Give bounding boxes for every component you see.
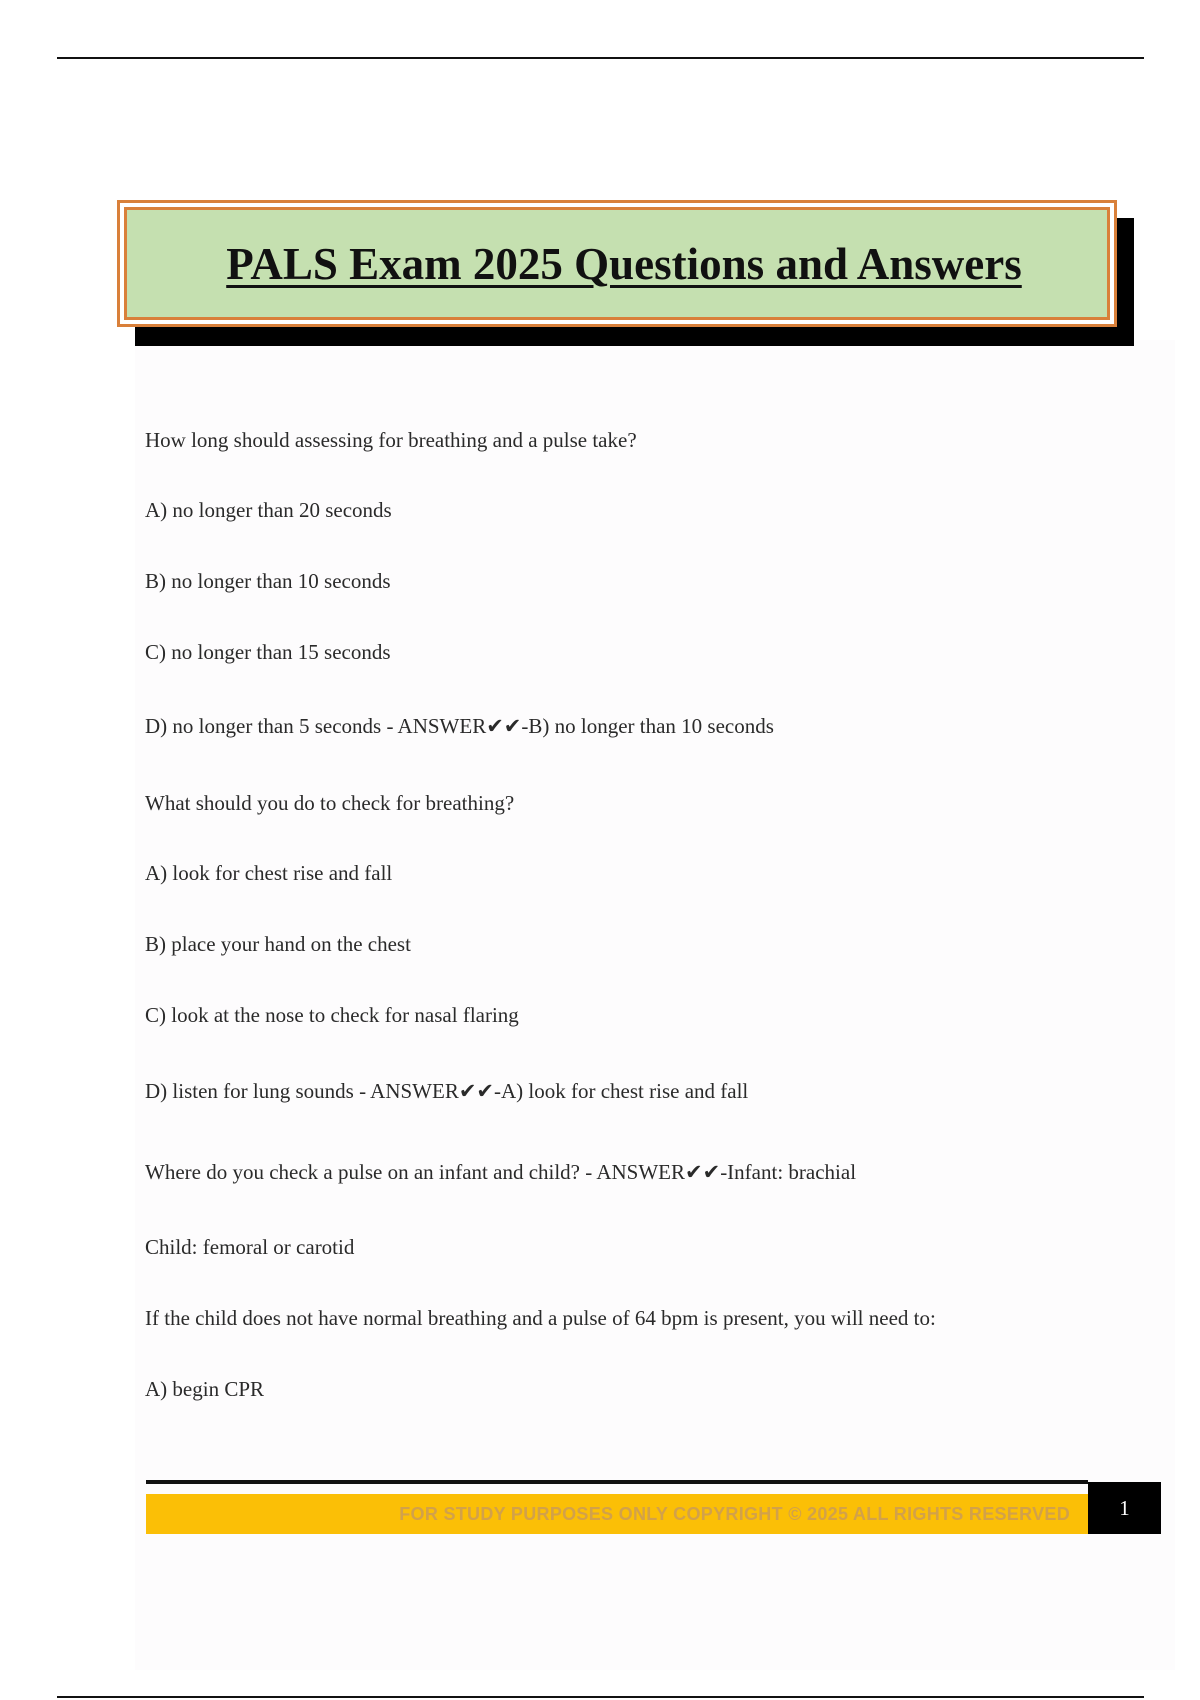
answer-option: B) place your hand on the chest bbox=[145, 932, 411, 956]
page-number: 1 bbox=[1119, 1495, 1130, 1520]
question-with-answer: Where do you check a pulse on an infant and child? - ANSWER✔✔-Infant: brachial bbox=[145, 1160, 857, 1184]
bottom-rule bbox=[57, 1696, 1144, 1698]
answer-option: A) look for chest rise and fall bbox=[145, 861, 393, 885]
answer-option: C) look at the nose to check for nasal flaring bbox=[145, 1003, 519, 1027]
title-banner bbox=[117, 200, 1117, 327]
question-text: How long should assessing for breathing and a pulse take? bbox=[145, 428, 637, 452]
page-title: PALS Exam 2025 Questions and Answers bbox=[226, 238, 1022, 289]
page-number-box bbox=[1088, 1482, 1161, 1534]
answer-option: C) no longer than 15 seconds bbox=[145, 640, 391, 664]
answer-option: A) no longer than 20 seconds bbox=[145, 498, 392, 522]
top-rule bbox=[57, 57, 1144, 59]
answer-continuation: Child: femoral or carotid bbox=[145, 1235, 355, 1259]
footer-band bbox=[146, 1494, 1088, 1534]
footer-rule bbox=[146, 1480, 1088, 1484]
answer-option-with-answer: D) no longer than 5 seconds - ANSWER✔✔-B) no longer than 10 seconds bbox=[145, 714, 774, 738]
answer-option: B) no longer than 10 seconds bbox=[145, 569, 391, 593]
answer-option-with-answer: D) listen for lung sounds - ANSWER✔✔-A) look for chest rise and fall bbox=[145, 1079, 749, 1103]
answer-option: A) begin CPR bbox=[145, 1377, 265, 1401]
footer-copyright: FOR STUDY PURPOSES ONLY COPYRIGHT © 2025 ALL RIGHTS RESERVED bbox=[399, 1503, 1070, 1524]
question-text: What should you do to check for breathing? bbox=[145, 791, 515, 815]
question-text: If the child does not have normal breathing and a pulse of 64 bpm is present, you will need to: bbox=[145, 1306, 936, 1330]
title-banner-inner bbox=[124, 207, 1110, 320]
